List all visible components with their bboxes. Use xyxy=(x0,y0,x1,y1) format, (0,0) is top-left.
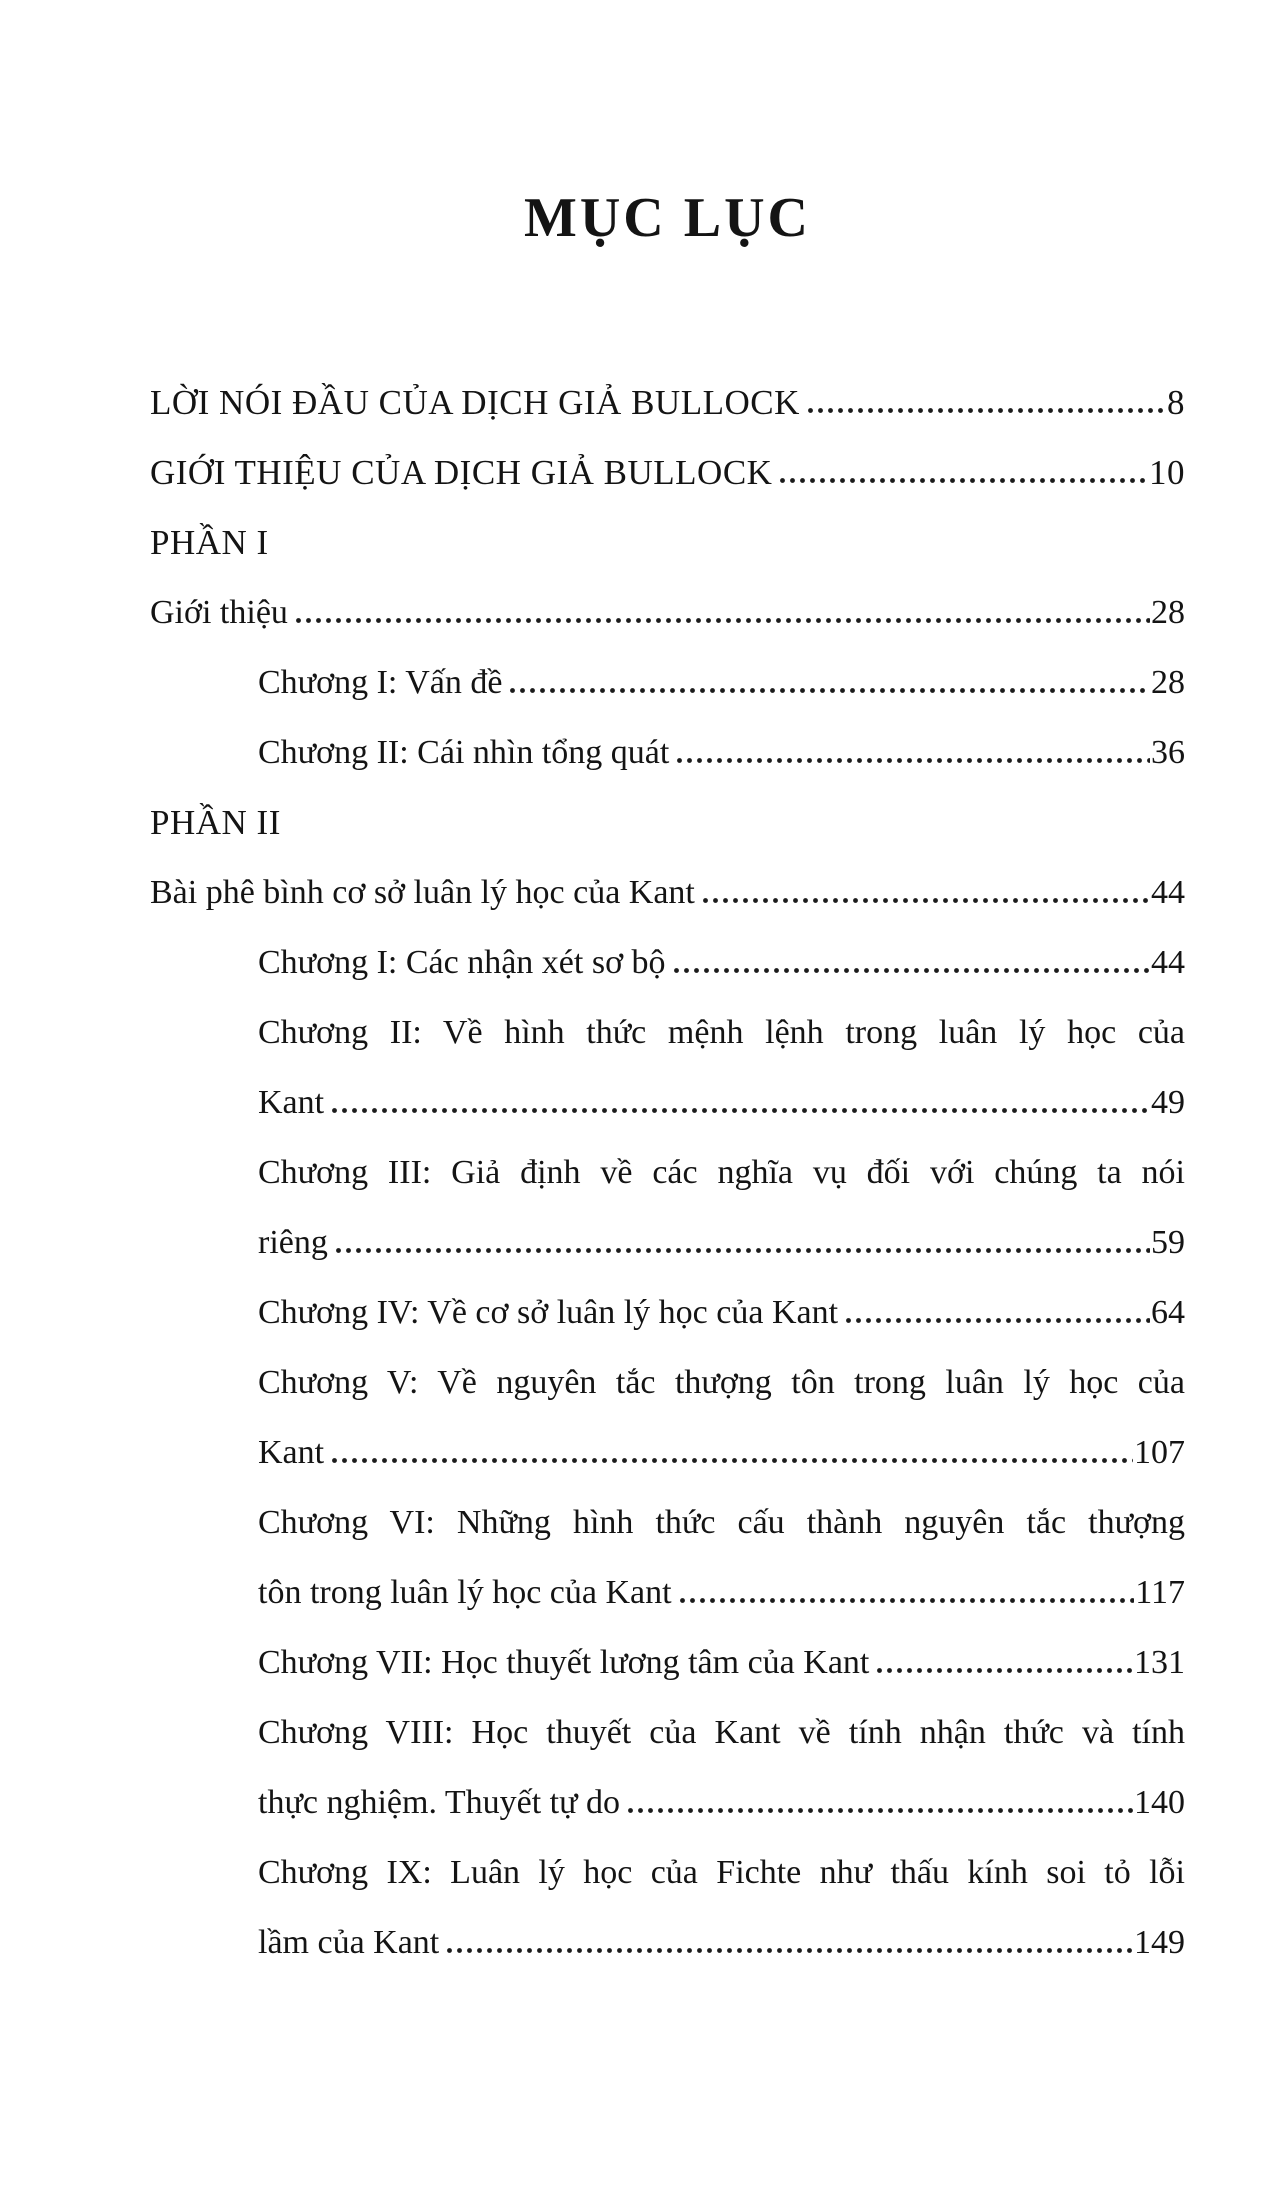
dot-leader xyxy=(447,1948,1133,1953)
toc-entry-label: Chương II: Về hình thức mệnh lệnh trong luân lý học của xyxy=(258,1014,1185,1051)
dot-leader xyxy=(780,478,1148,483)
page-number: 44 xyxy=(1151,874,1185,911)
dot-leader xyxy=(703,898,1150,903)
page-number: 28 xyxy=(1151,594,1185,631)
page-number: 10 xyxy=(1149,453,1185,492)
page-number: 8 xyxy=(1167,383,1185,422)
toc-entry xyxy=(150,566,1185,636)
toc-entry-wrapped-first-line xyxy=(150,1476,1185,1546)
dot-leader xyxy=(336,1248,1150,1253)
toc-entry xyxy=(150,426,1185,496)
toc-entry-continuation xyxy=(150,1196,1185,1266)
toc-entry xyxy=(150,1616,1185,1686)
section-heading-label: PHẦN II xyxy=(150,803,281,842)
toc-entry-continuation xyxy=(150,1756,1185,1826)
section-heading xyxy=(150,496,1185,566)
toc-entry-wrapped-first-line xyxy=(150,1826,1185,1896)
page-number: 49 xyxy=(1151,1084,1185,1121)
page-number: 149 xyxy=(1134,1924,1185,1961)
page-number: 64 xyxy=(1151,1294,1185,1331)
dot-leader xyxy=(877,1668,1133,1673)
toc-entry-label: Giới thiệu xyxy=(150,594,288,631)
dot-leader xyxy=(510,688,1150,693)
toc-entry xyxy=(150,636,1185,706)
toc-entry-label: Chương VIII: Học thuyết của Kant về tính nhận thức và tính xyxy=(258,1714,1185,1751)
dot-leader xyxy=(674,968,1150,973)
toc-entry-continuation xyxy=(150,1896,1185,1966)
page-title: MỤC LỤC xyxy=(524,187,811,249)
toc-entry-label: Bài phê bình cơ sở luân lý học của Kant xyxy=(150,874,695,911)
dot-leader xyxy=(677,758,1150,763)
page-number: 36 xyxy=(1151,734,1185,771)
dot-leader xyxy=(332,1458,1133,1463)
toc-entry-label: LỜI NÓI ĐẦU CỦA DỊCH GIẢ BULLOCK xyxy=(150,383,800,422)
toc-entry-label: Chương VII: Học thuyết lương tâm của Kant xyxy=(258,1644,870,1681)
toc-entry-label: Chương III: Giả định về các nghĩa vụ đối với chúng ta nói xyxy=(258,1154,1185,1191)
toc-entry xyxy=(150,846,1185,916)
dot-leader xyxy=(628,1808,1133,1813)
dot-leader xyxy=(846,1318,1150,1323)
toc-entry-wrapped-first-line xyxy=(150,1686,1185,1756)
toc-entry-wrapped-first-line xyxy=(150,1336,1185,1406)
dot-leader xyxy=(808,408,1166,413)
page-number: 59 xyxy=(1151,1224,1185,1261)
toc-entry xyxy=(150,706,1185,776)
dot-leader xyxy=(332,1108,1150,1113)
section-heading-label: PHẦN I xyxy=(150,523,269,562)
toc-entry-label: GIỚI THIỆU CỦA DỊCH GIẢ BULLOCK xyxy=(150,453,773,492)
toc-entry xyxy=(150,916,1185,986)
toc-entry-label: tôn trong luân lý học của Kant xyxy=(258,1574,672,1611)
toc-entry-label: Chương VI: Những hình thức cấu thành nguyên tắc thượng xyxy=(258,1504,1185,1541)
toc-entry xyxy=(150,1266,1185,1336)
toc-entry-label: Chương V: Về nguyên tắc thượng tôn trong luân lý học của xyxy=(258,1364,1185,1401)
page-number: 140 xyxy=(1134,1784,1185,1821)
toc-entry-label: Chương IV: Về cơ sở luân lý học của Kant xyxy=(258,1294,839,1331)
page-number: 28 xyxy=(1151,664,1185,701)
page-number: 107 xyxy=(1134,1434,1185,1471)
toc-entry xyxy=(150,356,1185,426)
toc-entry-label: Chương I: Các nhận xét sơ bộ xyxy=(258,944,666,981)
toc-entry-label: Chương IX: Luân lý học của Fichte như thấu kính soi tỏ lỗi xyxy=(258,1854,1185,1891)
toc-entry-wrapped-first-line xyxy=(150,986,1185,1056)
page-number: 131 xyxy=(1134,1644,1185,1681)
toc-entry-continuation xyxy=(150,1406,1185,1476)
page-number: 44 xyxy=(1151,944,1185,981)
dot-leader xyxy=(680,1598,1135,1603)
toc-entry-wrapped-first-line xyxy=(150,1126,1185,1196)
dot-leader xyxy=(296,618,1150,623)
toc-entry-continuation xyxy=(150,1056,1185,1126)
page-number: 117 xyxy=(1135,1574,1185,1611)
toc-entry-label: lầm của Kant xyxy=(258,1924,440,1961)
toc-entry-label: Chương II: Cái nhìn tổng quát xyxy=(258,734,670,771)
toc-entry-label: Chương I: Vấn đề xyxy=(258,664,503,701)
toc-entry-continuation xyxy=(150,1546,1185,1616)
section-heading xyxy=(150,776,1185,846)
toc-entry-label: Kant xyxy=(258,1434,325,1471)
toc-entry-label: thực nghiệm. Thuyết tự do xyxy=(258,1784,621,1821)
toc-entry-label: Kant xyxy=(258,1084,325,1121)
toc-entry-label: riêng xyxy=(258,1224,328,1261)
